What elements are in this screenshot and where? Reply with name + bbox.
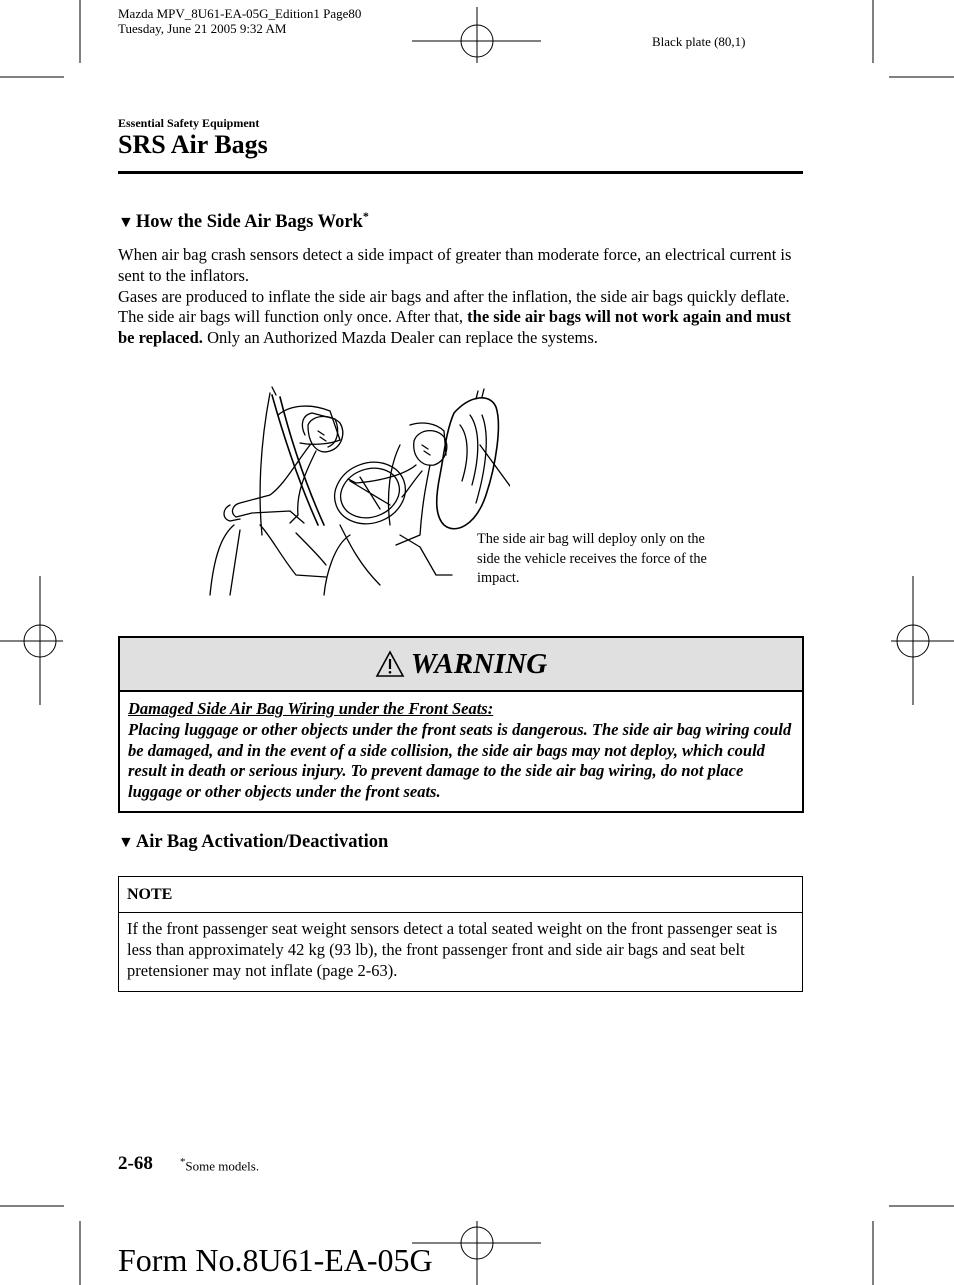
warning-triangle-icon [375,650,405,678]
asterisk-mark: * [362,209,369,223]
section-heading-text: Air Bag Activation/Deactivation [135,832,389,852]
title-rule [118,171,803,174]
footnote-text: Some models. [185,1158,260,1174]
note-title: NOTE [119,877,802,913]
paragraph-3-end: Only an Authorized Mazda Dealer can replace the systems. [202,328,598,348]
print-metadata [118,6,361,36]
print-metadata-line2: Tuesday, June 21 2005 9:32 AM [118,21,287,36]
form-number: Form No.8U61-EA-05G [118,1242,433,1278]
warning-header [120,638,802,692]
section-label: Essential Safety Equipment [118,116,260,130]
print-metadata-line1: Mazda MPV_8U61-EA-05G_Edition1 Page80 [118,6,362,21]
section-heading-text: How the Side Air Bags Work [135,212,363,233]
body-text-side-air-bags [118,245,808,349]
page-number: 2-68 [118,1153,153,1174]
section-heading-side-air-bags [118,209,369,233]
footnote-mark: * [180,1156,186,1168]
warning-title: WARNING [410,647,548,680]
paragraph-3-bold: the side air bags will not work again and must be replaced. [118,307,791,348]
page-title: SRS Air Bags [118,130,268,159]
paragraph-3 [118,307,808,349]
paragraph-3-start: The side air bags will function only once. After that, [118,307,468,327]
illustration-caption: The side air bag will deploy only on the side the vehicle receives the force of the impact. [477,531,707,586]
warning-subheading: Damaged Side Air Bag Wiring under the Front Seats: [128,699,494,718]
plate-label: Black plate (80,1) [652,34,746,49]
side-air-bag-illustration [200,385,510,600]
triangle-marker-icon: ▼ [118,214,134,232]
note-text: If the front passenger seat weight sensors detect a total seated weight on the front passenger seat is less than approximately 42 kg (93 lb), the front passenger front and side air bags and seat belt pretensioner may not inflate (page 2-63). [127,919,778,980]
paragraph-2: Gases are produced to inflate the side air bags and after the inflation, the side air bags quickly deflate. [118,286,790,306]
warning-text: Placing luggage or other objects under the front seats is dangerous. The side air bag wiring could be damaged, and in the event of a side collision, the side air bags may not deploy, which could result in death or serious injury. To prevent damage to the side air bag wiring, do not place luggage or other objects under the front seats. [128,719,792,802]
triangle-marker-icon: ▼ [118,834,134,851]
note-box [118,876,803,992]
paragraph-1: When air bag crash sensors detect a side impact of greater than moderate force, an electrical current is sent to the inflators. [118,245,792,285]
warning-body [120,692,802,811]
warning-box [118,636,804,813]
section-heading-activation [118,832,388,853]
footnote [180,1156,259,1174]
